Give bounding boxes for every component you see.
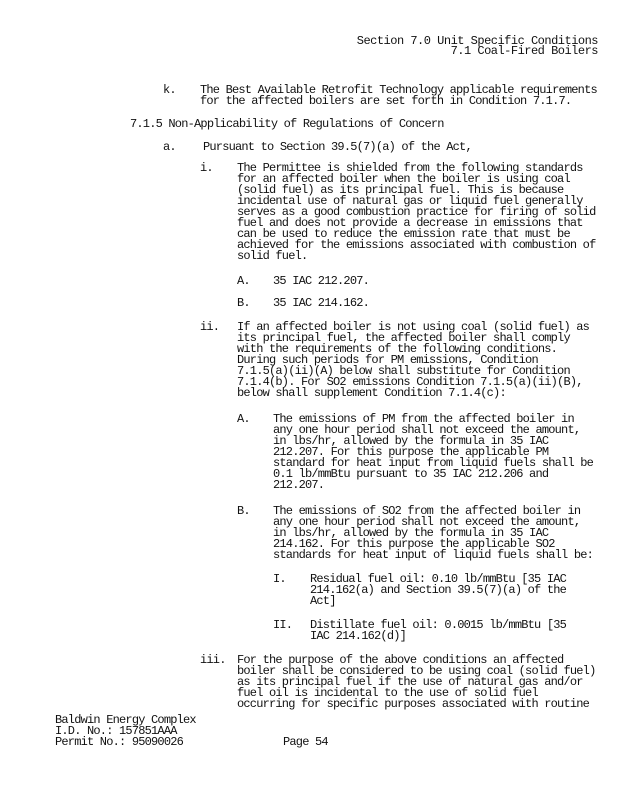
item-ii-a-line: 0.1 lb/mmBtu pursuant to 35 IAC 212.206 and [273, 467, 549, 481]
item-ii-b-i-line: Act] [310, 594, 336, 608]
item-ii-line: If an affected boiler is not using coal (solid fuel) as [237, 320, 590, 334]
item-ii-a-line: 212.207. [273, 478, 325, 492]
item-k-label: k. [163, 83, 176, 97]
item-ii-line: 7.1.4(b). For SO2 emissions Condition 7.1.5(a)(ii)(B), [237, 375, 583, 389]
item-ii-b-line: 214.162. For this purpose the applicable SO2 [273, 537, 555, 551]
item-i-a-label: A. [237, 274, 250, 288]
item-ii-line: with the requirements of the following conditions. [237, 342, 558, 356]
item-a-label: a. [163, 140, 176, 154]
footer-facility: Baldwin Energy Complex [55, 713, 196, 727]
header-section-title: Section 7.0 Unit Specific Conditions [356, 34, 598, 48]
item-ii-line: its principal fuel, the affected boiler shall comply [237, 331, 570, 345]
item-ii-a-line: any one hour period shall not exceed the amount, [273, 423, 581, 437]
item-ii-b-ii-line: Distillate fuel oil: 0.0015 lb/mmBtu [35 [310, 618, 567, 632]
item-i-label: i. [200, 161, 213, 175]
item-iii-label: iii. [200, 653, 226, 667]
item-ii-b-line: The emissions of SO2 from the affected boiler in [273, 504, 581, 518]
item-iii-line: boiler shall be considered to be using coal (solid fuel) [237, 664, 596, 678]
item-i-line: (solid fuel) as its principal fuel. This is because [237, 183, 564, 197]
footer-id-number: I.D. No.: 157851AAA [55, 724, 177, 738]
item-i-b-label: B. [237, 296, 250, 310]
item-i-line: The Permittee is shielded from the following standards [237, 161, 583, 175]
item-i-line: fuel and does not provide a decrease in emissions that [237, 216, 583, 230]
item-k-line: for the affected boilers are set forth in Condition 7.1.7. [200, 94, 572, 108]
item-i-line: solid fuel. [237, 249, 308, 263]
item-i-line: for an affected boiler when the boiler is using coal [237, 172, 570, 186]
item-ii-a-line: The emissions of PM from the affected boiler in [273, 412, 574, 426]
item-ii-b-ii-line: IAC 214.162(d)] [310, 629, 407, 643]
item-ii-line: below shall supplement Condition 7.1.4(c): [237, 386, 506, 400]
item-iii-line: as its principal fuel if the use of natural gas and/or [237, 675, 583, 689]
item-ii-a-line: 212.207. For this purpose the applicable PM [273, 445, 549, 459]
item-i-a-text: 35 IAC 212.207. [273, 274, 370, 288]
header-subsection-title: 7.1 Coal-Fired Boilers [450, 44, 598, 58]
item-i-b-text: 35 IAC 214.162. [273, 296, 370, 310]
item-a-text: Pursuant to Section 39.5(7)(a) of the Act, [203, 140, 472, 154]
item-ii-a-line: in lbs/hr, allowed by the formula in 35 IAC [273, 434, 549, 448]
item-ii-label: ii. [200, 320, 220, 334]
item-ii-b-line: standards for heat input of liquid fuels shall be: [273, 548, 594, 562]
item-ii-line: 7.1.5(a)(ii)(A) below shall substitute for Condition [237, 364, 570, 378]
item-i-line: achieved for the emissions associated with combustion of [237, 238, 596, 252]
item-ii-a-label: A. [237, 412, 250, 426]
item-k-line: The Best Available Retrofit Technology applicable requirements [200, 83, 597, 97]
item-i-line: incidental use of natural gas or liquid fuel generally [237, 194, 583, 208]
item-ii-b-i-line: Residual fuel oil: 0.10 lb/mmBtu [35 IAC [310, 572, 567, 586]
item-ii-b-label: B. [237, 504, 250, 518]
page-number: Page 54 [283, 735, 328, 749]
item-iii-line: fuel oil is incidental to the use of solid fuel [237, 686, 538, 700]
footer-permit-number: Permit No.: 95090026 [55, 735, 184, 749]
item-ii-b-line: in lbs/hr, allowed by the formula in 35 IAC [273, 526, 549, 540]
item-iii-line: occurring for specific purposes associated with routine [237, 697, 590, 711]
item-ii-b-i-line: 214.162(a) and Section 39.5(7)(a) of the [310, 583, 567, 597]
item-i-line: can be used to reduce the emission rate that must be [237, 227, 570, 241]
item-ii-b-i-label: I. [273, 572, 286, 586]
item-ii-a-line: standard for heat input from liquid fuels shall be [273, 456, 594, 470]
item-ii-line: During such periods for PM emissions, Condition [237, 353, 538, 367]
item-ii-b-line: any one hour period shall not exceed the amount, [273, 515, 581, 529]
section-heading: 7.1.5 Non-Applicability of Regulations of Concern [130, 117, 444, 131]
item-ii-b-ii-label: II. [273, 618, 293, 632]
item-iii-line: For the purpose of the above conditions an affected [237, 653, 564, 667]
item-i-line: serves as a good combustion practice for firing of solid [237, 205, 596, 219]
